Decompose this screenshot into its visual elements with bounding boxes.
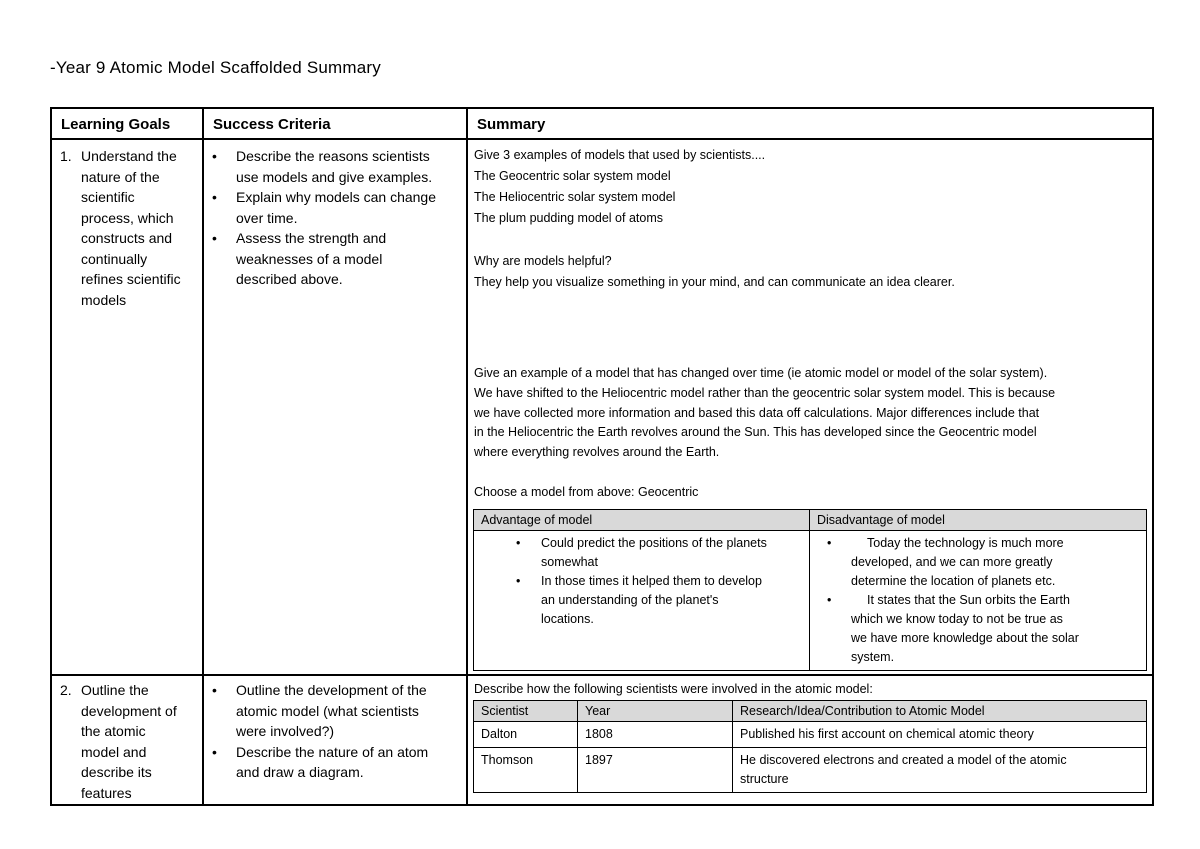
col-contribution: Research/Idea/Contribution to Atomic Model <box>733 701 1147 722</box>
criteria-item: • Assess the strength and weaknesses of a model described above. <box>206 228 464 290</box>
summary-2-prompt: Describe how the following scientists were involved in the atomic model: <box>474 682 873 696</box>
goal-number: 2. <box>60 682 72 698</box>
summary-1 <box>474 145 1152 293</box>
criteria-item: • Explain why models can change over time. <box>206 187 464 228</box>
goal-line: Outline the <box>81 682 149 698</box>
scientists-table <box>473 700 1147 793</box>
goal-line: scientific <box>81 189 135 205</box>
example-item: The plum pudding model of atoms <box>474 211 663 225</box>
disadvantage-header: Disadvantage of model <box>810 510 1147 531</box>
question-helpful: Why are models helpful? <box>474 254 612 268</box>
column-divider <box>202 109 204 804</box>
goal-line: the atomic <box>81 723 146 739</box>
question-changed-model: Give an example of a model that has changed over time (ie atomic model or model of the solar system). <box>474 366 1048 380</box>
table-row <box>474 722 1147 748</box>
header-success-criteria: Success Criteria <box>204 109 466 140</box>
success-criteria-1 <box>206 146 464 290</box>
year-cell: 1897 <box>578 748 733 793</box>
advantages-cell <box>474 531 810 671</box>
success-criteria-2 <box>206 680 464 783</box>
learning-goal-2 <box>60 680 200 803</box>
question-examples: Give 3 examples of models that used by scientists.... <box>474 148 766 162</box>
col-year: Year <box>578 701 733 722</box>
criteria-item: • Describe the nature of an atom and draw a diagram. <box>206 742 464 783</box>
col-scientist: Scientist <box>474 701 578 722</box>
scientist-cell: Thomson <box>474 748 578 793</box>
disadvantages-cell <box>810 531 1147 671</box>
advantages-table <box>473 509 1147 671</box>
goal-line: continually <box>81 250 148 267</box>
goal-line: development of <box>81 702 177 719</box>
criteria-item: • Describe the reasons scientists use models and give examples. <box>206 146 464 187</box>
document-title: -Year 9 Atomic Model Scaffolded Summary <box>50 58 381 77</box>
goal-line: constructs and <box>81 230 173 246</box>
chosen-model: Choose a model from above: Geocentric <box>474 485 699 499</box>
disadvantage-item: • It states that the Sun orbits the Earth which we know today to not be true as we have more knowledge about the solar system. <box>817 591 1139 667</box>
contribution-cell: He discovered electrons and created a model of the atomic structure <box>733 748 1147 793</box>
advantage-item: • In those times it helped them to develop an understanding of the planet's locations. <box>481 572 802 629</box>
goal-line: features <box>81 784 132 801</box>
goal-line: Understand the <box>81 148 177 164</box>
example-item: The Geocentric solar system model <box>474 169 671 183</box>
goal-line: model and <box>81 743 147 760</box>
table-row <box>474 748 1147 793</box>
column-divider <box>466 109 468 804</box>
header-learning-goals: Learning Goals <box>52 109 202 140</box>
advantage-item: • Could predict the positions of the planets somewhat <box>481 534 802 572</box>
contribution-cell: Published his first account on chemical atomic theory <box>733 722 1147 748</box>
summary-table <box>50 107 1154 806</box>
goal-line: describe its <box>81 764 152 780</box>
header-summary: Summary <box>468 109 1154 140</box>
year-cell: 1808 <box>578 722 733 748</box>
summary-1-changed-model <box>474 363 1152 503</box>
example-item: The Heliocentric solar system model <box>474 190 676 204</box>
goal-line: models <box>81 291 127 308</box>
disadvantage-item: • Today the technology is much more developed, and we can more greatly determine the location of planets etc. <box>817 534 1139 591</box>
answer-helpful: They help you visualize something in your mind, and can communicate an idea clearer. <box>474 275 955 289</box>
criteria-item: • Outline the development of the atomic model (what scientists were involved?) <box>206 680 464 742</box>
advantage-header: Advantage of model <box>474 510 810 531</box>
learning-goal-1 <box>60 146 200 310</box>
goal-line: refines scientific <box>81 271 181 287</box>
goal-line: nature of the <box>81 168 160 185</box>
goal-line: process, which <box>81 209 174 226</box>
answer-changed-model: We have shifted to the Heliocentric model rather than the geocentric solar system model. This is because we have collected more information and based this data off calculations. Major differences include that in the Heliocentric the Earth revolves around the Sun. This has developed since the Geocentric model where everything revolves around the Earth. <box>474 386 1056 459</box>
scientist-cell: Dalton <box>474 722 578 748</box>
row-divider <box>52 674 1152 676</box>
goal-number: 1. <box>60 148 72 164</box>
